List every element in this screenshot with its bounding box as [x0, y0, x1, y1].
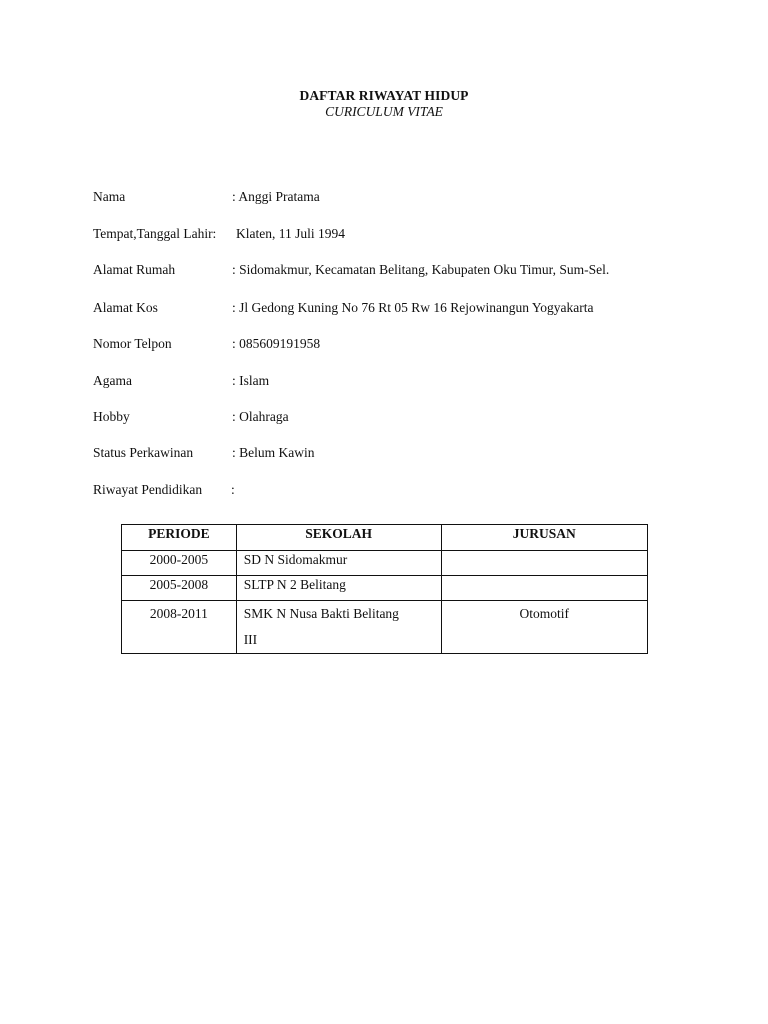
table-row	[122, 576, 648, 601]
field-value: Klaten, 11 Juli 1994	[236, 226, 345, 241]
field-label: Nomor Telpon	[93, 336, 172, 351]
field-value: : Anggi Pratama	[232, 189, 320, 204]
field-label: Agama	[93, 373, 132, 388]
table-header-row	[122, 525, 648, 551]
field-value: : Olahraga	[232, 409, 289, 424]
document-subtitle: CURICULUM VITAE	[325, 104, 443, 119]
field-value: : Islam	[232, 373, 270, 388]
column-header-periode: PERIODE	[122, 525, 237, 551]
cell-jurusan	[441, 551, 647, 576]
cell-sekolah-line-2: III	[243, 632, 258, 647]
cell-sekolah	[236, 601, 441, 654]
document-title: DAFTAR RIWAYAT HIDUP	[299, 88, 469, 103]
cell-periode: 2000-2005	[122, 551, 237, 576]
field-value: :	[231, 482, 235, 497]
field-label: Alamat Kos	[93, 300, 158, 315]
column-header-sekolah: SEKOLAH	[236, 525, 441, 551]
cell-sekolah: SLTP N 2 Belitang	[236, 576, 441, 601]
cell-periode: 2008-2011	[122, 601, 237, 654]
field-label: Hobby	[93, 409, 130, 424]
cell-periode: 2005-2008	[122, 576, 237, 601]
cell-jurusan	[441, 576, 647, 601]
field-value: : Belum Kawin	[232, 445, 315, 460]
field-label: Nama	[93, 189, 126, 204]
table-row	[122, 551, 648, 576]
column-header-jurusan: JURUSAN	[441, 525, 647, 551]
field-value: : 085609191958	[232, 336, 321, 351]
field-label: Alamat Rumah	[93, 262, 176, 277]
cell-jurusan: Otomotif	[441, 601, 647, 654]
cell-sekolah: SD N Sidomakmur	[236, 551, 441, 576]
field-value: : Jl Gedong Kuning No 76 Rt 05 Rw 16 Rejowinangun Yogyakarta	[232, 300, 594, 315]
field-value: : Sidomakmur, Kecamatan Belitang, Kabupaten Oku Timur, Sum-Sel.	[232, 262, 610, 277]
cell-sekolah-line-1: SMK N Nusa Bakti Belitang	[243, 606, 399, 621]
field-label: Status Perkawinan	[93, 445, 194, 460]
field-label: Riwayat Pendidikan	[93, 482, 203, 497]
table-row	[122, 601, 648, 654]
education-table	[121, 524, 648, 654]
field-label: Tempat,Tanggal Lahir:	[93, 226, 217, 241]
